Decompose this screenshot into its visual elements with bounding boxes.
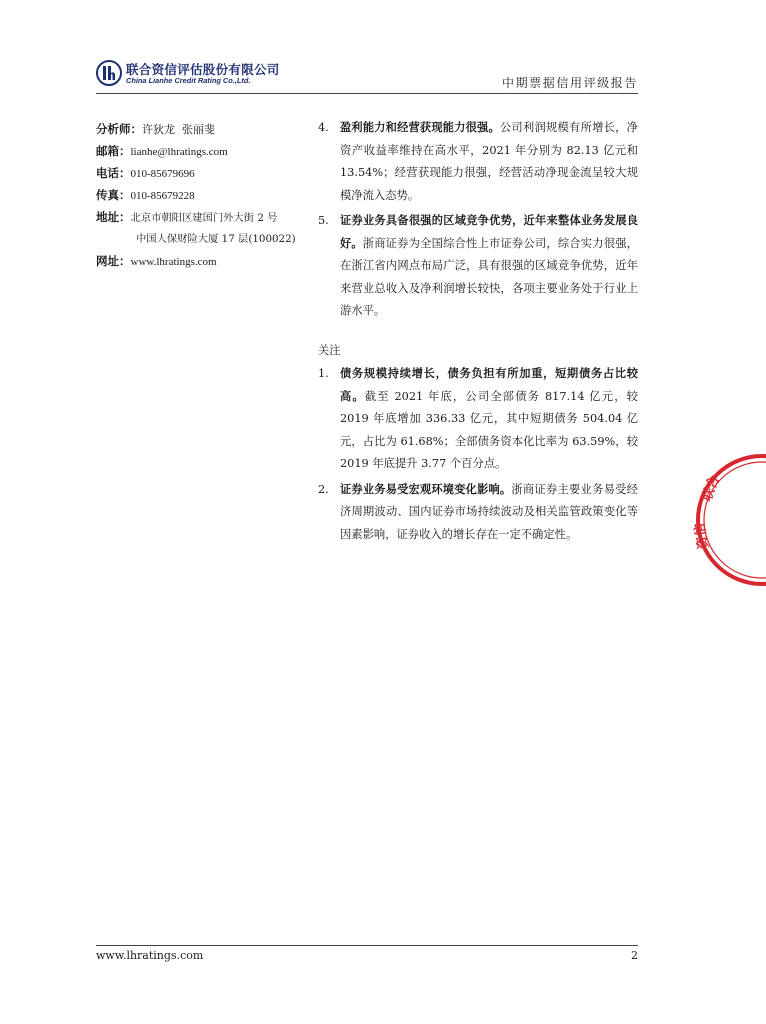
- address-row: [96, 206, 306, 228]
- concerns-heading: 关注: [318, 343, 341, 357]
- address-row-2: [96, 228, 306, 250]
- header-divider: [96, 93, 638, 94]
- logo-chinese-name: 联合资信评估股份有限公司: [126, 62, 280, 77]
- item-body: 浙商证券为全国综合性上市证券公司，综合实力很强，在浙江省内网点布局广泛，具有很强的区域竞争优势，近年来营业总收入及净利润增长较快，各项主要业务处于行业上游水平。: [340, 236, 638, 317]
- item-title: 证券业务具备很强的区域竞争优势，近年来整体业务发展良好。: [340, 214, 638, 250]
- address-line-2: 中国人保财险大厦 17 层(100022): [136, 233, 296, 245]
- concern-item: [318, 479, 638, 547]
- email-value: lianhe@lhratings.com: [130, 146, 228, 158]
- concern-item: [318, 363, 638, 476]
- svg-text:联合: 联合: [699, 473, 723, 504]
- company-seal-stamp: [692, 440, 766, 600]
- fax-value: 010-85679228: [130, 190, 195, 202]
- analyst-value: 许狄龙 张丽斐: [142, 123, 215, 136]
- item-number: 2.: [318, 482, 329, 496]
- analyst-row: [96, 118, 306, 140]
- website-label: 网址：: [96, 254, 131, 268]
- fax-row: [96, 184, 306, 206]
- item-title: 证券业务易受宏观环境变化影响。: [340, 482, 512, 496]
- item-number: 5.: [318, 214, 329, 227]
- strength-item: [318, 117, 638, 207]
- analyst-label: 分析师：: [96, 122, 142, 136]
- svg-text:资信: 资信: [692, 521, 712, 550]
- fax-label: 传真：: [96, 188, 131, 202]
- item-body: 公司利润规模有所增长，净资产收益率维持在高水平，2021 年分别为 82.13 亿元和 13.54%；经营获现能力很强，经营活动净现金流呈较大规模净流入态势。: [340, 121, 638, 202]
- website-value: www.lhratings.com: [130, 256, 217, 268]
- email-row: [96, 140, 306, 162]
- phone-row: [96, 162, 306, 184]
- footer-divider: [96, 945, 638, 946]
- main-content: [318, 117, 638, 546]
- phone-label: 电话：: [96, 166, 131, 180]
- address-label: 地址：: [96, 210, 131, 224]
- logo-english-name: China Lianhe Credit Rating Co.,Ltd.: [126, 76, 251, 85]
- item-title: 盈利能力和经营获现能力很强。: [340, 121, 500, 134]
- phone-value: 010-85679696: [130, 168, 195, 180]
- strength-item: [318, 210, 638, 323]
- report-type-title: 中期票据信用评级报告: [501, 76, 638, 90]
- lianhe-logo-icon: [96, 60, 122, 86]
- website-row: [96, 250, 306, 272]
- item-title: 债务规模持续增长，债务负担有所加重，短期债务占比较高。: [340, 367, 638, 403]
- company-logo: [96, 60, 280, 90]
- page-number: 2: [631, 949, 638, 962]
- item-number: 1.: [318, 367, 329, 380]
- item-body: 浙商证券主要业务易受经济周期波动、国内证券市场持续波动及相关监管政策变化等因素影响，证券收入的增长存在一定不确定性。: [340, 482, 638, 541]
- address-line-1: 北京市朝阳区建国门外大街 2 号: [130, 212, 278, 224]
- item-number: 4.: [318, 121, 329, 134]
- footer-website: www.lhratings.com: [96, 949, 204, 962]
- email-label: 邮箱：: [96, 144, 131, 158]
- item-body: 截至 2021 年底，公司全部债务 817.14 亿元，较 2019 年底增加 336.33 亿元，其中短期债务 504.04 亿元，占比为 61.68%；全部债务资本化比率为 63.59%，较 2019 年底提升 3.77 个百分点。: [340, 389, 638, 470]
- contact-info: [96, 118, 306, 272]
